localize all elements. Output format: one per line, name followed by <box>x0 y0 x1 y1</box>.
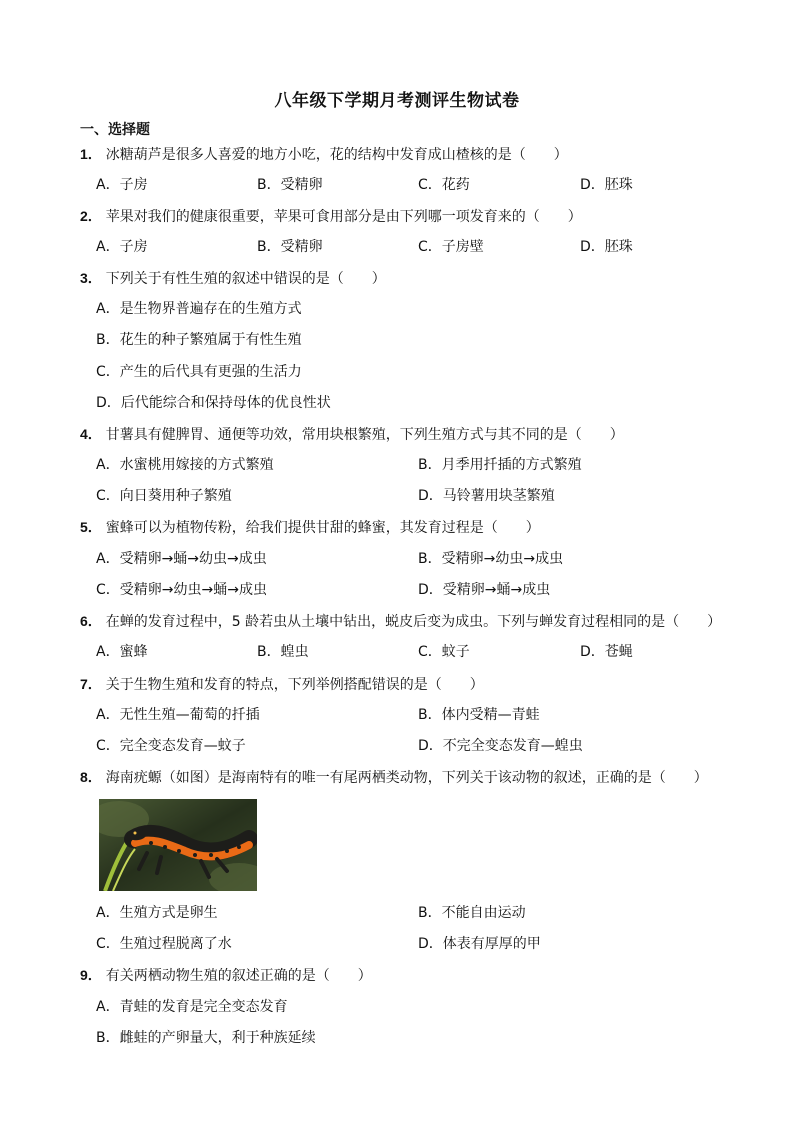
option-c[interactable]: C．蚊子 <box>418 644 470 660</box>
question-number: 5． <box>80 519 102 535</box>
question-7-options-row1 <box>96 705 756 725</box>
question-number: 6． <box>80 613 102 629</box>
option-d[interactable]: D．不完全变态发育—蝗虫 <box>418 738 583 754</box>
option-b[interactable]: B．雌蛙的产卵量大，利于种族延续 <box>96 1030 316 1046</box>
question-text: 海南疣螈（如图）是海南特有的唯一有尾两栖类动物，下列关于该动物的叙述，正确的是（ ） <box>105 770 708 786</box>
option-a[interactable]: A．水蜜桃用嫁接的方式繁殖 <box>96 457 274 473</box>
option-d[interactable]: D．胚珠 <box>580 239 633 255</box>
question-6 <box>80 611 760 632</box>
option-a[interactable]: A．子房 <box>96 239 148 255</box>
option-b[interactable]: B．蝗虫 <box>257 644 309 660</box>
option-c[interactable]: C．向日葵用种子繁殖 <box>96 488 232 504</box>
option-a[interactable]: A．受精卵→蛹→幼虫→成虫 <box>96 551 267 567</box>
option-d[interactable]: D．受精卵→蛹→成虫 <box>418 582 551 598</box>
question-text: 蜜蜂可以为植物传粉，给我们提供甘甜的蜂蜜，其发育过程是（ ） <box>105 520 540 536</box>
question-2-options <box>96 237 756 257</box>
option-c[interactable]: C．受精卵→幼虫→蛹→成虫 <box>96 582 267 598</box>
option-c[interactable]: C．花药 <box>418 177 470 193</box>
question-1-options <box>96 175 756 195</box>
option-b[interactable]: B．受精卵 <box>257 239 323 255</box>
question-6-options <box>96 642 756 662</box>
question-4-options-row2 <box>96 486 756 506</box>
question-8 <box>80 767 760 788</box>
option-b[interactable]: B．花生的种子繁殖属于有性生殖 <box>96 332 302 348</box>
option-b[interactable]: B．受精卵 <box>257 177 323 193</box>
question-text: 有关两栖动物生殖的叙述正确的是（ ） <box>105 968 372 984</box>
question-number: 4． <box>80 426 102 442</box>
question-text: 苹果对我们的健康很重要，苹果可食用部分是由下列哪一项发育来的（ ） <box>105 209 582 225</box>
question-8-options-row1 <box>96 903 756 923</box>
question-5 <box>80 517 760 538</box>
question-7-options-row2 <box>96 736 756 756</box>
option-d[interactable]: D．马铃薯用块茎繁殖 <box>418 488 555 504</box>
question-number: 1． <box>80 146 102 162</box>
question-number: 8． <box>80 769 102 785</box>
option-a[interactable]: A．无性生殖—葡萄的扦插 <box>96 707 260 723</box>
option-c[interactable]: C．产生的后代具有更强的生活力 <box>96 364 302 380</box>
option-b[interactable]: B．体内受精—青蛙 <box>418 707 540 723</box>
question-number: 7． <box>80 676 102 692</box>
option-a[interactable]: A．子房 <box>96 177 148 193</box>
option-d[interactable]: D．体表有厚厚的甲 <box>418 936 541 952</box>
question-number: 3． <box>80 270 102 286</box>
option-c[interactable]: C．子房壁 <box>418 239 484 255</box>
question-text: 关于生物生殖和发育的特点，下列举例搭配错误的是（ ） <box>105 677 484 693</box>
option-c[interactable]: C．完全变态发育—蚊子 <box>96 738 246 754</box>
question-9 <box>80 965 760 986</box>
question-3 <box>80 268 760 289</box>
question-8-options-row2 <box>96 934 756 954</box>
question-4 <box>80 424 760 445</box>
question-5-options-row2 <box>96 580 756 600</box>
exam-title: 八年级下学期月考测评生物试卷 <box>274 91 520 111</box>
option-b[interactable]: B．月季用扦插的方式繁殖 <box>418 457 582 473</box>
question-2 <box>80 206 760 227</box>
option-d[interactable]: D．苍蝇 <box>580 644 633 660</box>
question-number: 2． <box>80 208 102 224</box>
question-7 <box>80 674 760 695</box>
option-d[interactable]: D．胚珠 <box>580 177 633 193</box>
question-text: 下列关于有性生殖的叙述中错误的是（ ） <box>105 271 386 287</box>
question-5-options-row1 <box>96 549 756 569</box>
option-a[interactable]: A．是生物界普遍存在的生殖方式 <box>96 301 302 317</box>
question-text: 甘薯具有健脾胃、通便等功效，常用块根繁殖，下列生殖方式与其不同的是（ ） <box>105 427 624 443</box>
question-text: 冰糖葫芦是很多人喜爱的地方小吃，花的结构中发育成山楂核的是（ ） <box>105 147 568 163</box>
option-b[interactable]: B．不能自由运动 <box>418 905 526 921</box>
option-a[interactable]: A．青蛙的发育是完全变态发育 <box>96 999 288 1015</box>
newt-photo <box>99 799 257 891</box>
option-b[interactable]: B．受精卵→幼虫→成虫 <box>418 551 564 567</box>
question-4-options-row1 <box>96 455 756 475</box>
option-a[interactable]: A．生殖方式是卵生 <box>96 905 218 921</box>
option-c[interactable]: C．生殖过程脱离了水 <box>96 936 232 952</box>
question-number: 9． <box>80 967 102 983</box>
option-d[interactable]: D．后代能综合和保持母体的优良性状 <box>96 395 331 411</box>
question-1 <box>80 144 760 165</box>
section-heading: 一、选择题 <box>80 122 150 138</box>
question-text: 在蝉的发育过程中，5 龄若虫从土壤中钻出，蜕皮后变为成虫。下列与蝉发育过程相同的是（ ） <box>105 614 722 630</box>
option-a[interactable]: A．蜜蜂 <box>96 644 148 660</box>
